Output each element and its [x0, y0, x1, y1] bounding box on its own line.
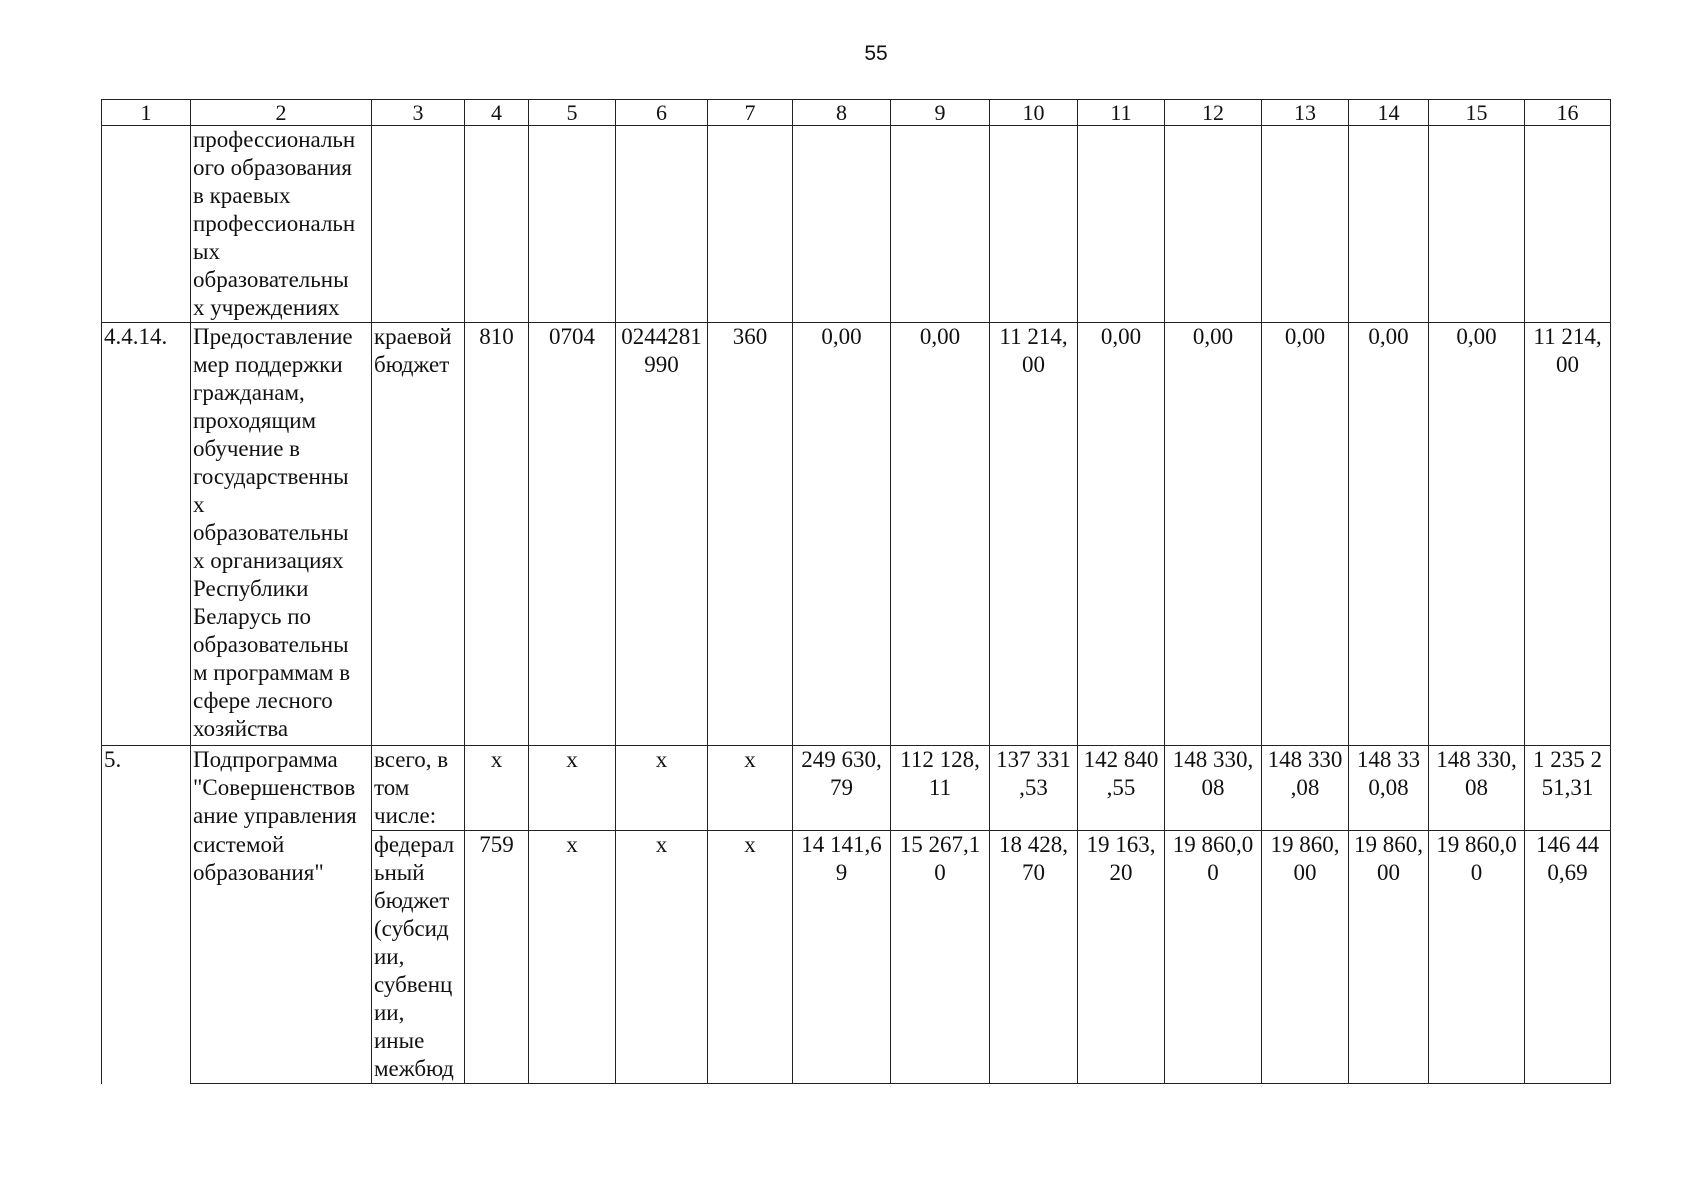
- cell-col-8: 0,00: [793, 323, 891, 746]
- cell-col-14: 0,00: [1349, 323, 1429, 746]
- cell-col-8: 14 141,6 9: [793, 831, 891, 1084]
- cell-col-15: 148 330, 08: [1429, 746, 1525, 831]
- cell-col-6: 0244281 990: [616, 323, 708, 746]
- cell-col-12: 0,00: [1165, 323, 1262, 746]
- cell-col-8: 249 630, 79: [793, 746, 891, 831]
- header-cell-9: 9: [891, 100, 990, 126]
- table-row-4-4-14: [102, 323, 1611, 746]
- header-cell-7: 7: [708, 100, 793, 126]
- cell-description: профессиональн ого образования в краевых профессиональн ых образовательны х учреждениях: [191, 126, 372, 323]
- page-number: 55: [864, 42, 888, 65]
- header-cell-1: 1: [102, 100, 191, 126]
- cell-source: всего, в том числе:: [372, 746, 465, 831]
- header-cell-16: 16: [1525, 100, 1611, 126]
- header-cell-2: 2: [191, 100, 372, 126]
- cell-col-14: 148 33 0,08: [1349, 746, 1429, 831]
- cell-col-16: [1525, 126, 1611, 323]
- cell-col-15: 19 860,0 0: [1429, 831, 1525, 1084]
- cell-col-12: 148 330, 08: [1165, 746, 1262, 831]
- cell-col-7: х: [708, 746, 793, 831]
- header-cell-8: 8: [793, 100, 891, 126]
- cell-col-10: 11 214, 00: [990, 323, 1078, 746]
- cell-col-11: 142 840 ,55: [1078, 746, 1165, 831]
- header-cell-5: 5: [529, 100, 616, 126]
- cell-source: федерал ьный бюджет (субсид ии, субвенц ии, иные межбюд: [372, 831, 465, 1084]
- cell-source: [372, 126, 465, 323]
- cell-col-11: 0,00: [1078, 323, 1165, 746]
- cell-col-5: [529, 126, 616, 323]
- cell-col-16: 1 235 2 51,31: [1525, 746, 1611, 831]
- cell-number: 5.: [102, 746, 191, 1084]
- cell-number: 4.4.14.: [102, 323, 191, 746]
- cell-col-9: 0,00: [891, 323, 990, 746]
- cell-col-8: [793, 126, 891, 323]
- cell-col-16: 11 214, 00: [1525, 323, 1611, 746]
- cell-col-9: 112 128, 11: [891, 746, 990, 831]
- cell-col-13: 148 330 ,08: [1262, 746, 1349, 831]
- cell-col-15: 0,00: [1429, 323, 1525, 746]
- header-cell-6: 6: [616, 100, 708, 126]
- cell-source: краевой бюджет: [372, 323, 465, 746]
- cell-col-4: [465, 126, 529, 323]
- cell-col-11: [1078, 126, 1165, 323]
- cell-col-9: [891, 126, 990, 323]
- cell-col-5: 0704: [529, 323, 616, 746]
- header-cell-14: 14: [1349, 100, 1429, 126]
- cell-col-12: [1165, 126, 1262, 323]
- cell-col-14: 19 860, 00: [1349, 831, 1429, 1084]
- cell-col-10: [990, 126, 1078, 323]
- cell-col-6: х: [616, 746, 708, 831]
- cell-col-9: 15 267,1 0: [891, 831, 990, 1084]
- cell-col-7: 360: [708, 323, 793, 746]
- cell-col-15: [1429, 126, 1525, 323]
- cell-col-4: 759: [465, 831, 529, 1084]
- header-cell-11: 11: [1078, 100, 1165, 126]
- cell-col-6: х: [616, 831, 708, 1084]
- cell-col-7: х: [708, 831, 793, 1084]
- cell-col-7: [708, 126, 793, 323]
- table-row-5-total: [102, 746, 1611, 831]
- header-cell-15: 15: [1429, 100, 1525, 126]
- cell-number: [102, 126, 191, 323]
- header-cell-3: 3: [372, 100, 465, 126]
- header-cell-4: 4: [465, 100, 529, 126]
- cell-col-4: 810: [465, 323, 529, 746]
- header-cell-13: 13: [1262, 100, 1349, 126]
- cell-col-13: [1262, 126, 1349, 323]
- cell-col-16: 146 44 0,69: [1525, 831, 1611, 1084]
- header-cell-12: 12: [1165, 100, 1262, 126]
- header-row: [102, 100, 1611, 126]
- cell-col-6: [616, 126, 708, 323]
- cell-col-10: 137 331 ,53: [990, 746, 1078, 831]
- table-row-5-federal: [102, 831, 1611, 1084]
- cell-col-13: 19 860, 00: [1262, 831, 1349, 1084]
- cell-description: Подпрограмма "Совершенствов ание управления: [191, 746, 372, 831]
- cell-col-14: [1349, 126, 1429, 323]
- cell-description: Предоставление мер поддержки гражданам, проходящим обучение в государственны х образовательны х организациях Республики Беларусь по образовательны м программам в сфере лесного хозяйства: [191, 323, 372, 746]
- cell-col-13: 0,00: [1262, 323, 1349, 746]
- cell-col-5: х: [529, 831, 616, 1084]
- cell-col-5: х: [529, 746, 616, 831]
- cell-col-10: 18 428, 70: [990, 831, 1078, 1084]
- cell-col-11: 19 163, 20: [1078, 831, 1165, 1084]
- table-row-continuation: [102, 126, 1611, 323]
- cell-description: системой образования": [191, 831, 372, 1084]
- cell-col-4: х: [465, 746, 529, 831]
- budget-table: [101, 99, 1611, 1084]
- cell-col-12: 19 860,0 0: [1165, 831, 1262, 1084]
- header-cell-10: 10: [990, 100, 1078, 126]
